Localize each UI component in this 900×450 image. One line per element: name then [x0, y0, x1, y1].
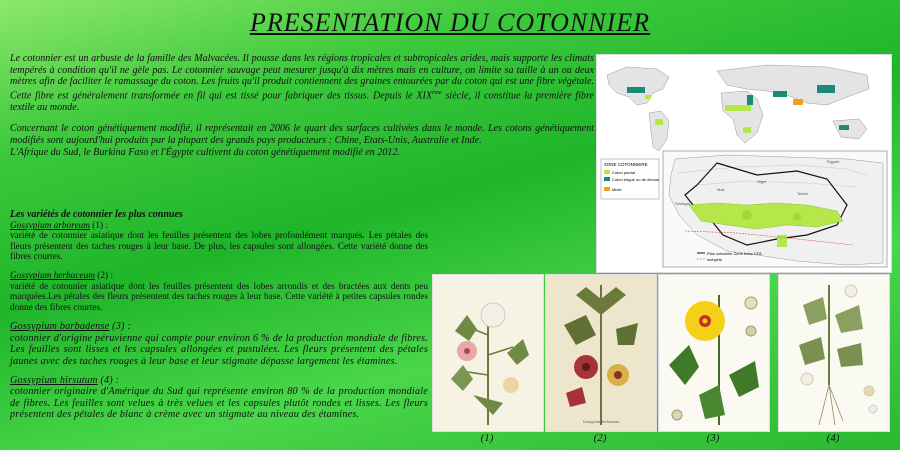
country-label: Mali	[717, 187, 725, 192]
intro-text	[10, 53, 594, 158]
legend-title: ZONE COTONNIERE	[604, 162, 648, 167]
isohyet-label: Isohyète	[707, 257, 723, 262]
caption-3: (3)	[706, 432, 720, 444]
variety-name: Gossypium barbadense	[10, 321, 110, 333]
illustration-arboreum	[432, 274, 544, 432]
page-title: PRESENTATION DU COTONNIER	[249, 8, 651, 37]
legend-label-irrigue: Coton irrigué ou de décrue	[612, 177, 660, 182]
map-legend	[601, 159, 660, 199]
caption-4: (4)	[826, 432, 840, 444]
plate-drawing	[659, 275, 769, 431]
caption-1: (1)	[480, 432, 494, 444]
cotton-zone-map	[596, 54, 892, 273]
country-label: Sénégal	[675, 201, 690, 206]
africa-inset-map	[663, 151, 887, 267]
illustration-hirsutum	[778, 274, 890, 432]
variety-barbadense: Gossypium barbadense (3) : cotonnier d'origine péruvienne qui compte pour environ 6 % de la production mondiale de fibres. Les feuilles sont lisses et les capsules allongées et pustulées. Les fleurs présentent des pétales jaunes avec des taches rouges à leur base et leur stigmate dépasse largement les étamines.	[10, 321, 428, 367]
variety-herbaceum: Gossypium herbaceum (2) : variété de cotonnier asiatique dont les feuilles présentent des lobes arrondis et des bractées aux dents peu marquées.Les pétales des fleurs présentent des taches rouges à leur base. Cette variété à petites capsules rondes donne des fibres courtes.	[10, 270, 428, 313]
varieties-section	[10, 210, 428, 429]
variety-arboreum: Gossypium arboreum (1) : variété de cotonnier asiatique dont les feuilles présentent des lobes profondément marqués. Les pétales des fleurs présentent des taches rouges à leur base. De plus, les capsules sont allongées. Cette variété donne des fibres courtes.	[10, 220, 428, 263]
intro-paragraph-1: Le cotonnier est un arbuste de la famille des Malvacées. Il pousse dans les régions tropicales et subtropicales arides, mais supporte les climats tempérés à condition qu'il ne gèle pas. Le cotonnier sauvage peut mesurer jusqu'à dix mètres mais en culture, on limite sa taille à un ou deux mètres afin de faciliter le ramassage du coton. Les fruits qu'il produit contiennent des graines entourées par du coton qui est une fibre végétale. Cette fibre est généralement transformée en fil qui est tissé pour fabriquer des tissus. Depuis le XIXème siècle, il constitue la première fibre textile au monde.	[10, 53, 594, 113]
illustration-barbadense	[658, 274, 770, 432]
intro-paragraph-2: Concernant le coton génétiquement modifié, il représentait en 2006 le quart des surfaces cultivées dans le monde. Les cotons génétiquement modifiés sont aujourd'hui produits par la plupart des grands pays producteurs : Chine, Etats-Unis, Australie et Inde. L'Afrique du Sud, le Burkina Faso et l'Égypte cultivent du coton génétiquement modifié en 2012.	[10, 123, 594, 158]
plate-drawing	[779, 275, 889, 431]
illustration-herbaceum	[545, 274, 657, 432]
map-graphic	[597, 55, 891, 272]
country-label: Égypte	[827, 159, 840, 164]
legend-label-pluvial: Coton pluvial	[612, 170, 636, 175]
legend-swatch-mixte	[604, 187, 610, 191]
plate-drawing	[433, 275, 543, 431]
legend-label-mixte: Mixte	[612, 187, 622, 192]
country-label: Tchad	[797, 191, 808, 196]
variety-description: variété de cotonnier asiatique dont les feuilles présentent des lobes profondément marqués. Les pétales des fleurs présentent des taches rouges à leur base. De plus, les capsules sont allongées. Cette variété donne des fibres courtes.	[10, 231, 428, 263]
zone-label: Plan cotonnier Zone franc CFA	[707, 251, 762, 256]
variety-description: variété de cotonnier asiatique dont les feuilles présentent des lobes arrondis et des bractées aux dents peu marquées.Les pétales des fleurs présentent des taches rouges à leur base. Cette variété à petites capsules rondes donne des fibres courtes.	[10, 281, 428, 313]
plate-inscription: Gossypium herbaceum	[582, 419, 620, 424]
legend-swatch-irrigue	[604, 177, 610, 181]
variety-name: Gossypium hirsutum	[10, 374, 98, 386]
caption-2: (2)	[593, 432, 607, 444]
plate-drawing	[546, 275, 656, 431]
variety-description: cotonnier originaire d'Amérique du Sud qui représente environ 80 % de la production mondiale de fibres. Les feuilles sont velues à très velues et les capsules plutôt rondes et lisses. Les fleurs présentent des pétales de blanc à crème avec un stigmate au niveau des étamines.	[10, 386, 428, 421]
variety-name: Gossypium arboreum	[10, 220, 90, 231]
legend-swatch-pluvial	[604, 170, 610, 174]
variety-hirsutum: Gossypium hirsutum (4) : cotonnier originaire d'Amérique du Sud qui représente environ 80 % de la production mondiale de fibres. Les feuilles sont velues à très velues et les capsules plutôt rondes et lisses. Les fleurs présentent des pétales de blanc à crème avec un stigmate au niveau des étamines.	[10, 374, 428, 421]
variety-description: cotonnier d'origine péruvienne qui compte pour environ 6 % de la production mondiale de fibres. Les feuilles sont lisses et les capsules allongées et pustulées. Les fleurs présentent des pétales jaunes avec des taches rouges à leur base et leur stigmate dépasse largement les étamines.	[10, 332, 428, 367]
varieties-heading: Les variétés de cotonnier les plus connues	[10, 209, 183, 220]
world-map	[597, 55, 891, 155]
variety-name: Gossypium herbaceum	[10, 270, 95, 281]
country-label: Niger	[757, 179, 767, 184]
